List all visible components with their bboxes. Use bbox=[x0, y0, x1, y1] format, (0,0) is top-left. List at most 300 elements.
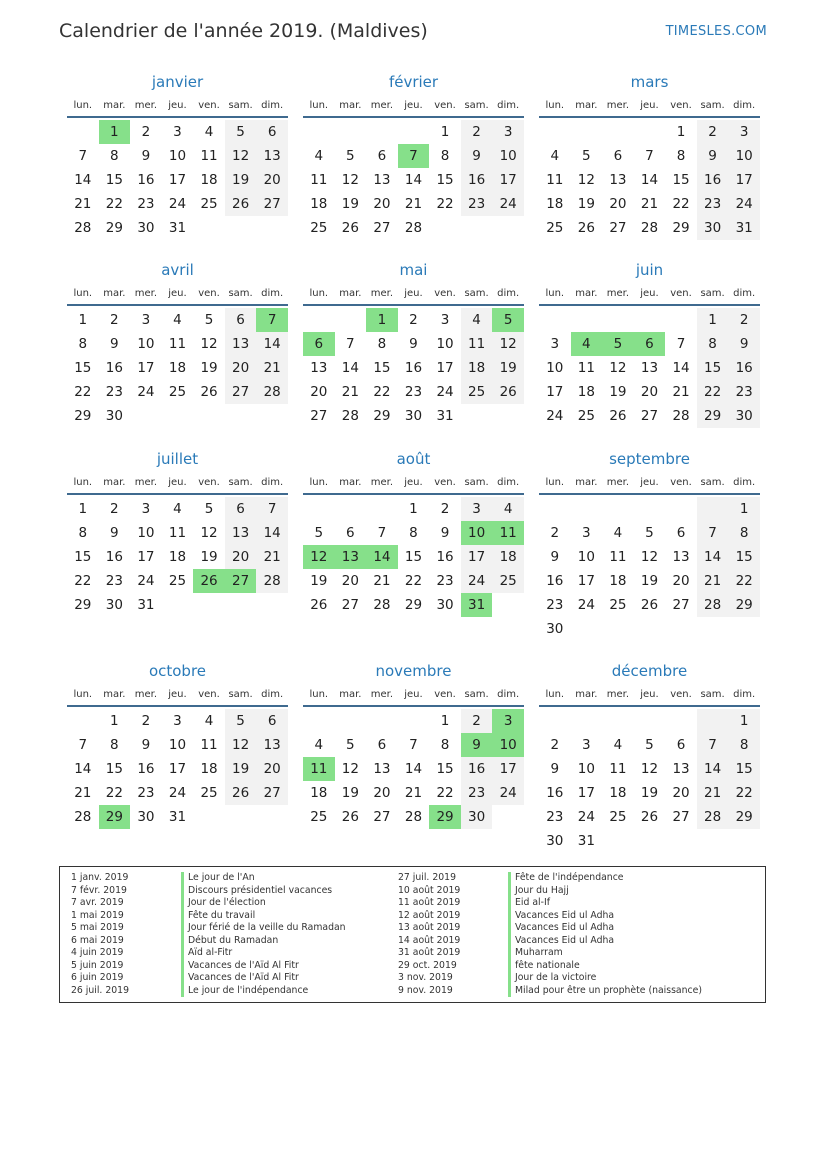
empty-day-cell bbox=[398, 120, 430, 144]
day-cell: 19 bbox=[225, 757, 257, 781]
legend-holiday-name: Fête de l'indépendance bbox=[508, 872, 624, 885]
weekday-label: mar. bbox=[575, 100, 598, 111]
week-row bbox=[303, 332, 524, 356]
day-cell: 18 bbox=[492, 545, 524, 569]
weekday-label: sam. bbox=[464, 288, 489, 299]
day-cell: 1 bbox=[728, 497, 760, 521]
day-cell: 11 bbox=[461, 332, 493, 356]
weekday-label: ven. bbox=[670, 100, 692, 111]
legend-date: 4 juin 2019 bbox=[71, 947, 124, 958]
empty-day-cell bbox=[665, 829, 697, 853]
legend-holiday-name: Le jour de l'indépendance bbox=[181, 985, 308, 998]
month-1 bbox=[303, 72, 524, 240]
day-cell: 3 bbox=[550, 336, 560, 352]
day-cell: 13 bbox=[373, 761, 391, 777]
day-cell: 17 bbox=[492, 757, 524, 781]
weekday-label: mer. bbox=[370, 477, 394, 488]
header-rule bbox=[303, 493, 524, 495]
header-rule bbox=[67, 304, 288, 306]
day-cell: 25 bbox=[546, 220, 564, 236]
weekday-header-row bbox=[67, 686, 288, 704]
day-cell: 22 bbox=[697, 380, 729, 404]
weekday-label: jeu. bbox=[168, 689, 187, 700]
legend-holiday-name: Vacances de l'Aïd Al Fitr bbox=[181, 972, 299, 985]
day-cell: 17 bbox=[577, 573, 595, 589]
week-row bbox=[67, 521, 288, 545]
week-row bbox=[67, 593, 288, 617]
header-rule bbox=[303, 304, 524, 306]
empty-day-cell bbox=[634, 829, 666, 853]
day-cell: 28 bbox=[74, 220, 92, 236]
header-rule bbox=[539, 493, 760, 495]
legend-row bbox=[71, 985, 346, 998]
day-cell: 30 bbox=[546, 621, 564, 637]
day-cell: 28 bbox=[697, 805, 729, 829]
day-cell: 13 bbox=[672, 761, 690, 777]
weekday-label: ven. bbox=[434, 100, 456, 111]
day-cell: 9 bbox=[461, 144, 493, 168]
day-cell: 21 bbox=[373, 573, 391, 589]
day-cell: 30 bbox=[461, 805, 493, 829]
weekday-label: jeu. bbox=[404, 100, 423, 111]
day-cell: 21 bbox=[256, 356, 288, 380]
weekday-label: dim. bbox=[733, 288, 756, 299]
day-cell: 10 bbox=[137, 525, 155, 541]
empty-day-cell bbox=[225, 805, 257, 829]
legend-row bbox=[71, 872, 346, 885]
weekday-label: dim. bbox=[497, 477, 520, 488]
day-cell: 2 bbox=[550, 737, 560, 753]
header-rule bbox=[67, 493, 288, 495]
day-cell: 17 bbox=[436, 360, 454, 376]
empty-day-cell bbox=[571, 709, 603, 733]
day-cell: 28 bbox=[697, 593, 729, 617]
legend-row bbox=[71, 960, 346, 973]
empty-day-cell bbox=[335, 120, 367, 144]
legend-date: 9 nov. 2019 bbox=[398, 984, 453, 996]
empty-day-cell bbox=[303, 308, 335, 332]
day-cell: 11 bbox=[200, 737, 218, 753]
day-cell: 16 bbox=[436, 549, 454, 565]
weekday-label: lun. bbox=[545, 477, 565, 488]
week-row bbox=[303, 497, 524, 521]
weekday-label: mar. bbox=[575, 477, 598, 488]
day-cell: 2 bbox=[141, 713, 151, 729]
day-cell: 4 bbox=[314, 148, 324, 164]
day-cell: 3 bbox=[492, 120, 524, 144]
day-cell: 12 bbox=[577, 172, 595, 188]
week-row bbox=[67, 192, 288, 216]
day-cell: 2 bbox=[110, 312, 119, 328]
day-cell: 20 bbox=[373, 196, 391, 212]
month-name: avril bbox=[161, 261, 194, 279]
day-cell: 3 bbox=[582, 525, 591, 541]
day-cell: 10 bbox=[168, 737, 187, 753]
week-row bbox=[303, 168, 524, 192]
day-cell: 28 bbox=[256, 569, 288, 593]
month-8 bbox=[539, 449, 760, 641]
day-cell: 14 bbox=[74, 761, 92, 777]
day-cell: 11 bbox=[310, 172, 328, 188]
weekday-label: ven. bbox=[198, 477, 220, 488]
legend-row bbox=[71, 897, 346, 910]
empty-day-cell bbox=[728, 829, 760, 853]
legend-holiday-name: Vacances Eid ul Adha bbox=[508, 910, 614, 923]
day-cell: 26 bbox=[310, 597, 328, 613]
holiday-day-cell: 7 bbox=[398, 144, 430, 168]
day-cell: 24 bbox=[728, 192, 760, 216]
empty-day-cell bbox=[366, 120, 398, 144]
day-cell: 21 bbox=[74, 196, 92, 212]
empty-day-cell bbox=[602, 829, 634, 853]
day-cell: 4 bbox=[613, 737, 623, 753]
week-row bbox=[303, 709, 524, 733]
day-cell: 21 bbox=[697, 781, 729, 805]
brand-logo-text[interactable]: TIMESLES.COM bbox=[665, 24, 767, 39]
weekday-label: jeu. bbox=[168, 100, 187, 111]
weekday-label: mar. bbox=[339, 288, 362, 299]
day-cell: 27 bbox=[640, 408, 659, 424]
holiday-day-cell: 5 bbox=[602, 332, 634, 356]
day-cell: 12 bbox=[640, 761, 659, 777]
day-cell: 19 bbox=[341, 785, 359, 801]
day-cell: 5 bbox=[645, 525, 654, 541]
day-cell: 31 bbox=[137, 597, 155, 613]
day-cell: 18 bbox=[310, 196, 328, 212]
day-cell: 17 bbox=[168, 172, 187, 188]
day-cell: 22 bbox=[105, 196, 123, 212]
legend-holiday-name: Vacances de l'Aïd Al Fitr bbox=[181, 960, 299, 973]
day-cell: 3 bbox=[461, 497, 493, 521]
day-cell: 18 bbox=[168, 549, 187, 565]
day-cell: 16 bbox=[546, 573, 564, 589]
day-cell: 30 bbox=[137, 220, 155, 236]
day-cell: 15 bbox=[74, 360, 92, 376]
empty-day-cell bbox=[602, 617, 634, 641]
month-name: juin bbox=[635, 261, 664, 279]
day-cell: 22 bbox=[728, 569, 760, 593]
weekday-header-row bbox=[303, 686, 524, 704]
day-cell: 9 bbox=[440, 525, 450, 541]
weekday-label: mer. bbox=[370, 100, 394, 111]
day-cell: 15 bbox=[105, 761, 123, 777]
day-cell: 20 bbox=[341, 573, 359, 589]
empty-day-cell bbox=[492, 593, 524, 617]
holiday-day-cell: 5 bbox=[492, 308, 524, 332]
week-row bbox=[539, 192, 760, 216]
month-5 bbox=[539, 260, 760, 428]
legend-column-left bbox=[71, 872, 346, 997]
day-cell: 13 bbox=[256, 733, 288, 757]
week-row bbox=[67, 308, 288, 332]
day-cell: 19 bbox=[200, 360, 218, 376]
day-cell: 22 bbox=[74, 384, 92, 400]
day-cell: 23 bbox=[546, 809, 564, 825]
day-cell: 19 bbox=[200, 549, 218, 565]
holiday-day-cell: 1 bbox=[99, 120, 131, 144]
day-cell: 2 bbox=[409, 312, 418, 328]
day-cell: 22 bbox=[436, 196, 454, 212]
holiday-day-cell: 11 bbox=[303, 757, 335, 781]
day-cell: 24 bbox=[577, 597, 595, 613]
weekday-label: dim. bbox=[733, 477, 756, 488]
week-row bbox=[539, 781, 760, 805]
week-row bbox=[67, 380, 288, 404]
weekday-label: sam. bbox=[228, 477, 253, 488]
empty-day-cell bbox=[492, 805, 524, 829]
day-cell: 18 bbox=[310, 785, 328, 801]
legend-holiday-name: Vacances Eid ul Adha bbox=[508, 922, 614, 935]
week-row bbox=[539, 168, 760, 192]
weekday-header-row bbox=[303, 97, 524, 115]
day-cell: 23 bbox=[137, 196, 155, 212]
day-cell: 28 bbox=[672, 408, 690, 424]
day-cell: 14 bbox=[640, 172, 659, 188]
day-cell: 8 bbox=[676, 148, 686, 164]
holiday-day-cell: 13 bbox=[335, 545, 367, 569]
week-row bbox=[303, 404, 524, 428]
day-cell: 17 bbox=[461, 545, 493, 569]
day-cell: 3 bbox=[173, 124, 182, 140]
weekday-label: dim. bbox=[497, 689, 520, 700]
day-cell: 14 bbox=[697, 545, 729, 569]
day-cell: 29 bbox=[728, 593, 760, 617]
day-cell: 23 bbox=[137, 785, 155, 801]
weekday-label: dim. bbox=[261, 100, 284, 111]
weekday-label: dim. bbox=[733, 100, 756, 111]
day-cell: 24 bbox=[168, 785, 187, 801]
day-cell: 8 bbox=[440, 148, 450, 164]
day-cell: 30 bbox=[436, 597, 454, 613]
day-cell: 10 bbox=[728, 144, 760, 168]
day-cell: 26 bbox=[577, 220, 595, 236]
week-row bbox=[303, 757, 524, 781]
day-cell: 16 bbox=[137, 761, 155, 777]
day-cell: 15 bbox=[373, 360, 391, 376]
month-name: novembre bbox=[375, 662, 452, 680]
week-row bbox=[303, 521, 524, 545]
day-cell: 9 bbox=[550, 761, 560, 777]
day-cell: 27 bbox=[672, 809, 690, 825]
week-row bbox=[67, 709, 288, 733]
week-row bbox=[303, 733, 524, 757]
weekday-label: mar. bbox=[575, 689, 598, 700]
day-cell: 12 bbox=[200, 525, 218, 541]
day-cell: 2 bbox=[461, 120, 493, 144]
day-cell: 25 bbox=[310, 220, 328, 236]
day-cell: 22 bbox=[728, 781, 760, 805]
legend-holiday-name: Vacances Eid ul Adha bbox=[508, 935, 614, 948]
day-cell: 17 bbox=[728, 168, 760, 192]
week-row bbox=[539, 404, 760, 428]
holiday-day-cell: 10 bbox=[492, 733, 524, 757]
day-cell: 8 bbox=[697, 332, 729, 356]
week-row bbox=[303, 545, 524, 569]
day-cell: 24 bbox=[492, 192, 524, 216]
day-cell: 2 bbox=[728, 308, 760, 332]
weekday-label: sam. bbox=[700, 689, 725, 700]
day-cell: 16 bbox=[404, 360, 423, 376]
day-cell: 30 bbox=[404, 408, 423, 424]
week-row bbox=[303, 144, 524, 168]
weekday-label: sam. bbox=[464, 689, 489, 700]
holiday-day-cell: 11 bbox=[492, 521, 524, 545]
day-cell: 26 bbox=[341, 220, 359, 236]
day-cell: 23 bbox=[546, 597, 564, 613]
day-cell: 9 bbox=[697, 144, 729, 168]
empty-day-cell bbox=[697, 709, 729, 733]
legend-date: 31 août 2019 bbox=[398, 947, 461, 958]
month-name: décembre bbox=[611, 662, 688, 680]
day-cell: 17 bbox=[168, 761, 187, 777]
week-row bbox=[67, 805, 288, 829]
empty-day-cell bbox=[571, 497, 603, 521]
day-cell: 13 bbox=[225, 332, 257, 356]
month-6 bbox=[67, 449, 288, 617]
day-cell: 5 bbox=[645, 737, 654, 753]
day-cell: 12 bbox=[225, 144, 257, 168]
day-cell: 3 bbox=[728, 120, 760, 144]
weekday-label: mer. bbox=[606, 477, 630, 488]
legend-holiday-name: Discours présidentiel vacances bbox=[181, 885, 332, 898]
weekday-label: jeu. bbox=[640, 477, 659, 488]
weekday-label: mer. bbox=[370, 689, 394, 700]
day-cell: 21 bbox=[697, 569, 729, 593]
empty-day-cell bbox=[539, 497, 571, 521]
legend-holiday-name: Jour du Hajj bbox=[508, 885, 569, 898]
day-cell: 20 bbox=[225, 545, 257, 569]
day-cell: 31 bbox=[577, 833, 595, 849]
empty-day-cell bbox=[303, 497, 335, 521]
day-cell: 25 bbox=[168, 573, 187, 589]
week-row bbox=[303, 781, 524, 805]
weekday-header-row bbox=[539, 97, 760, 115]
day-cell: 22 bbox=[373, 384, 391, 400]
week-row bbox=[303, 593, 524, 617]
day-cell: 20 bbox=[609, 196, 627, 212]
day-cell: 21 bbox=[74, 785, 92, 801]
day-cell: 26 bbox=[609, 408, 627, 424]
day-cell: 13 bbox=[225, 521, 257, 545]
day-cell: 18 bbox=[200, 172, 218, 188]
weekday-header-row bbox=[539, 474, 760, 492]
empty-day-cell bbox=[162, 593, 194, 617]
day-cell: 31 bbox=[728, 216, 760, 240]
week-row bbox=[539, 332, 760, 356]
day-cell: 6 bbox=[346, 525, 355, 541]
empty-day-cell bbox=[335, 308, 367, 332]
month-name: janvier bbox=[151, 73, 204, 91]
day-cell: 27 bbox=[256, 781, 288, 805]
legend-date: 10 août 2019 bbox=[398, 884, 461, 896]
weekday-label: lun. bbox=[545, 288, 565, 299]
legend-row bbox=[398, 922, 702, 935]
day-cell: 17 bbox=[137, 549, 155, 565]
day-cell: 2 bbox=[141, 124, 151, 140]
weekday-label: ven. bbox=[670, 288, 692, 299]
weekday-label: ven. bbox=[670, 477, 692, 488]
day-cell: 8 bbox=[78, 336, 88, 352]
day-cell: 13 bbox=[672, 549, 690, 565]
day-cell: 2 bbox=[110, 501, 119, 517]
empty-day-cell bbox=[335, 497, 367, 521]
legend-row bbox=[71, 935, 346, 948]
empty-day-cell bbox=[571, 120, 603, 144]
day-cell: 9 bbox=[409, 336, 418, 352]
day-cell: 25 bbox=[609, 809, 627, 825]
month-name: septembre bbox=[609, 450, 690, 468]
day-cell: 7 bbox=[697, 733, 729, 757]
day-cell: 29 bbox=[728, 805, 760, 829]
day-cell: 30 bbox=[105, 408, 123, 424]
holiday-day-cell: 31 bbox=[461, 593, 493, 617]
empty-day-cell bbox=[366, 709, 398, 733]
day-cell: 1 bbox=[697, 308, 729, 332]
legend-row bbox=[71, 910, 346, 923]
weekday-label: dim. bbox=[261, 288, 284, 299]
weekday-label: mar. bbox=[103, 288, 126, 299]
day-cell: 14 bbox=[404, 761, 423, 777]
legend-holiday-name: Jour de la victoire bbox=[508, 972, 596, 985]
day-cell: 20 bbox=[256, 757, 288, 781]
empty-day-cell bbox=[665, 308, 697, 332]
legend-holiday-name: Muharram bbox=[508, 947, 563, 960]
holiday-day-cell: 1 bbox=[366, 308, 398, 332]
day-cell: 31 bbox=[168, 809, 187, 825]
day-cell: 24 bbox=[546, 408, 564, 424]
day-cell: 9 bbox=[728, 332, 760, 356]
day-cell: 19 bbox=[310, 573, 328, 589]
day-cell: 4 bbox=[173, 501, 182, 517]
week-row bbox=[67, 497, 288, 521]
day-cell: 23 bbox=[461, 781, 493, 805]
day-cell: 12 bbox=[341, 761, 359, 777]
legend-date: 5 mai 2019 bbox=[71, 922, 124, 933]
day-cell: 10 bbox=[168, 148, 187, 164]
week-row bbox=[67, 404, 288, 428]
day-cell: 17 bbox=[546, 384, 564, 400]
holiday-day-cell: 12 bbox=[303, 545, 335, 569]
week-row bbox=[539, 380, 760, 404]
day-cell: 7 bbox=[697, 521, 729, 545]
weekday-label: lun. bbox=[309, 689, 329, 700]
weekday-label: ven. bbox=[198, 100, 220, 111]
day-cell: 20 bbox=[373, 785, 391, 801]
day-cell: 23 bbox=[105, 384, 123, 400]
month-10 bbox=[303, 661, 524, 829]
day-cell: 10 bbox=[546, 360, 564, 376]
day-cell: 26 bbox=[341, 809, 359, 825]
day-cell: 1 bbox=[440, 713, 450, 729]
day-cell: 16 bbox=[105, 360, 123, 376]
empty-day-cell bbox=[728, 617, 760, 641]
day-cell: 27 bbox=[341, 597, 359, 613]
weekday-label: lun. bbox=[309, 477, 329, 488]
day-cell: 2 bbox=[461, 709, 493, 733]
day-cell: 25 bbox=[168, 384, 187, 400]
weekday-label: lun. bbox=[73, 689, 93, 700]
day-cell: 29 bbox=[105, 220, 123, 236]
empty-day-cell bbox=[225, 216, 257, 240]
day-cell: 16 bbox=[546, 785, 564, 801]
empty-day-cell bbox=[571, 308, 603, 332]
empty-day-cell bbox=[492, 216, 524, 240]
day-cell: 20 bbox=[640, 384, 659, 400]
day-cell: 19 bbox=[609, 384, 627, 400]
weekday-label: lun. bbox=[73, 100, 93, 111]
day-cell: 8 bbox=[728, 733, 760, 757]
week-row bbox=[539, 569, 760, 593]
